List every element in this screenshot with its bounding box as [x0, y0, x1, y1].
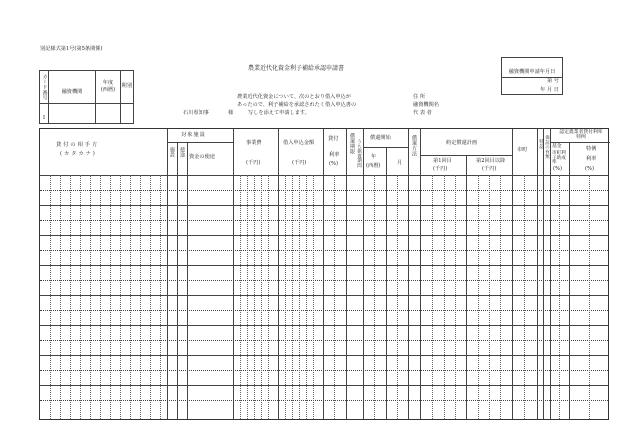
receipt-box: [501, 57, 563, 95]
fiscal-year-sub: (西暦): [100, 87, 116, 93]
page-title: 農業近代化資金利子補給承認申請書: [248, 65, 345, 72]
col-loan-amount-unit: (千円): [292, 160, 307, 166]
addressee-suffix: 様: [228, 110, 234, 116]
col-special-note: 特認: [538, 139, 544, 149]
col-project-cost: 事業費: [246, 140, 262, 146]
col-municipal-rate: 市町利子助成率: [552, 151, 566, 166]
col-borrower-kana: (カタカナ): [60, 151, 97, 157]
form-label: 別記様式第1号(第5条関係): [40, 46, 103, 52]
receipt-date-label: 融資機関申請年月日: [508, 69, 556, 75]
date-label: 年 月 日: [540, 86, 559, 93]
col-year-label: 年: [371, 154, 377, 160]
col-first-repayment: 第1回目: [433, 158, 452, 164]
addressee: 石川県知事: [183, 110, 209, 116]
col-first-unit: (千円): [433, 166, 448, 172]
application-table: [39, 128, 609, 420]
card-info-table: [39, 70, 134, 124]
number-label: 第 号: [546, 78, 559, 85]
col-repayment-method: 償還方法: [411, 135, 417, 157]
col-second-repayment: 第2回目以降: [476, 158, 506, 164]
card-no-label: カード番号: [41, 73, 48, 101]
col-month-label: 月: [397, 160, 403, 166]
col-grace-period: うち据置期間: [356, 139, 362, 168]
col-borrower: 貸付の相手方: [56, 142, 100, 148]
col-repayment-period: 償還期限: [349, 133, 355, 155]
col-municipal-unit: (%): [553, 166, 562, 172]
col-certified-farmer: 認定農業者貸付利率特例: [559, 130, 603, 140]
fiscal-year-label: 年度: [102, 79, 114, 86]
col-loan-amount: 借入申込金額: [283, 140, 315, 146]
col-repayment-start: 償還開始: [370, 135, 391, 141]
col-special: 特例: [586, 146, 597, 152]
col-guarantee: 保証の有無: [544, 135, 550, 159]
col-interest-rate-unit: (%): [329, 161, 338, 167]
lender-label: 融資機関: [61, 88, 83, 95]
col-facility-type: 施設: [169, 147, 175, 158]
col-second-unit: (千円): [482, 166, 497, 172]
col-municipality: 市町: [517, 147, 528, 153]
col-special-rate: 利率: [586, 156, 597, 162]
address-label: 住 所: [413, 94, 426, 100]
col-special-rate-unit: (%): [585, 166, 594, 172]
period-label: 期別: [121, 83, 133, 90]
col-agreed-plan: 約定償還計画: [446, 140, 478, 146]
card-no-value: 1: [42, 115, 46, 121]
body-line-1: 農業近代化資金について、次のとおり借入申込が: [237, 94, 351, 100]
col-target-facility: 対象施設: [181, 132, 206, 138]
col-fund-label: 基金: [552, 144, 562, 149]
col-year-sub: (西暦): [366, 163, 381, 169]
col-project-cost-unit: (千円): [246, 160, 261, 166]
col-facility-use: 使途: [179, 147, 185, 158]
col-lending: 貸付: [328, 136, 339, 142]
body-line-3: 写しを添えて申請します。: [248, 110, 310, 116]
representative-label: 代 表 者: [413, 110, 432, 116]
col-funds-purpose: 資金の使途: [189, 154, 215, 160]
col-interest-rate: 利率: [329, 152, 340, 158]
institution-label: 融資機関名: [413, 102, 439, 108]
body-line-2: あったので、利子補給を承認されたく借入申込書の: [237, 102, 357, 108]
